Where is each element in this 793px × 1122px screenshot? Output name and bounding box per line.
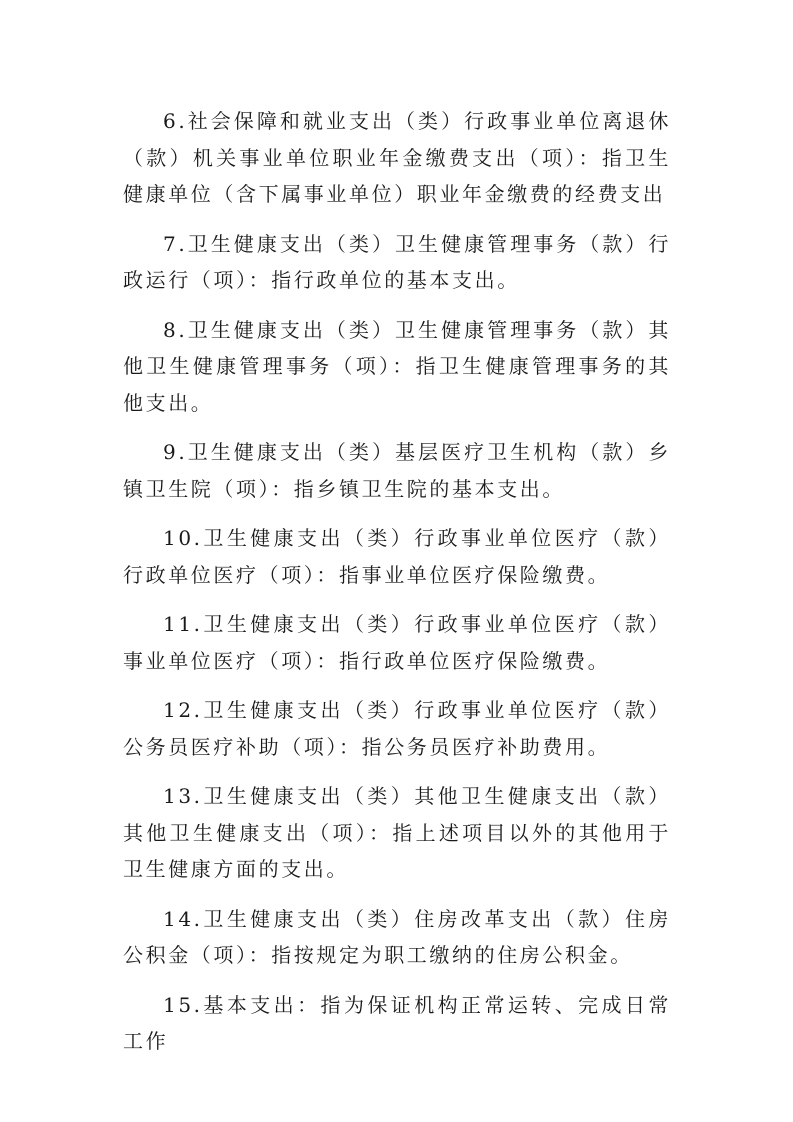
paragraph-item-7: 7.卫生健康支出（类）卫生健康管理事务（款）行政运行（项）：指行政单位的基本支出。 <box>123 231 671 292</box>
document-body <box>123 103 671 1073</box>
paragraph-item-12: 12.卫生健康支出（类）行政事业单位医疗（款）公务员医疗补助（项）：指公务员医疗补助费用。 <box>123 698 671 759</box>
paragraph-item-13: 13.卫生健康支出（类）其他卫生健康支出（款）其他卫生健康支出（项）：指上述项目以外的其他用于卫生健康方面的支出。 <box>123 784 671 881</box>
paragraph-item-9: 9.卫生健康支出（类）基层医疗卫生机构（款）乡镇卫生院（项）：指乡镇卫生院的基本支出。 <box>123 440 671 501</box>
paragraph-item-6: 6.社会保障和就业支出（类）行政事业单位离退休（款）机关事业单位职业年金缴费支出（项）：指卫生健康单位（含下属事业单位）职业年金缴费的经费支出 <box>123 109 671 206</box>
paragraph-item-8: 8.卫生健康支出（类）卫生健康管理事务（款）其他卫生健康管理事务（项）：指卫生健康管理事务的其他支出。 <box>123 317 671 415</box>
paragraph-item-11: 11.卫生健康支出（类）行政事业单位医疗（款）事业单位医疗（项）：指行政单位医疗保险缴费。 <box>123 612 671 673</box>
paragraph-item-15: 15.基本支出：指为保证机构正常运转、完成日常工作 <box>123 992 671 1053</box>
paragraph-item-10: 10.卫生健康支出（类）行政事业单位医疗（款）行政单位医疗（项）：指事业单位医疗保险缴费。 <box>123 526 671 587</box>
paragraph-item-14: 14.卫生健康支出（类）住房改革支出（款）住房公积金（项）：指按规定为职工缴纳的住房公积金。 <box>123 906 671 967</box>
